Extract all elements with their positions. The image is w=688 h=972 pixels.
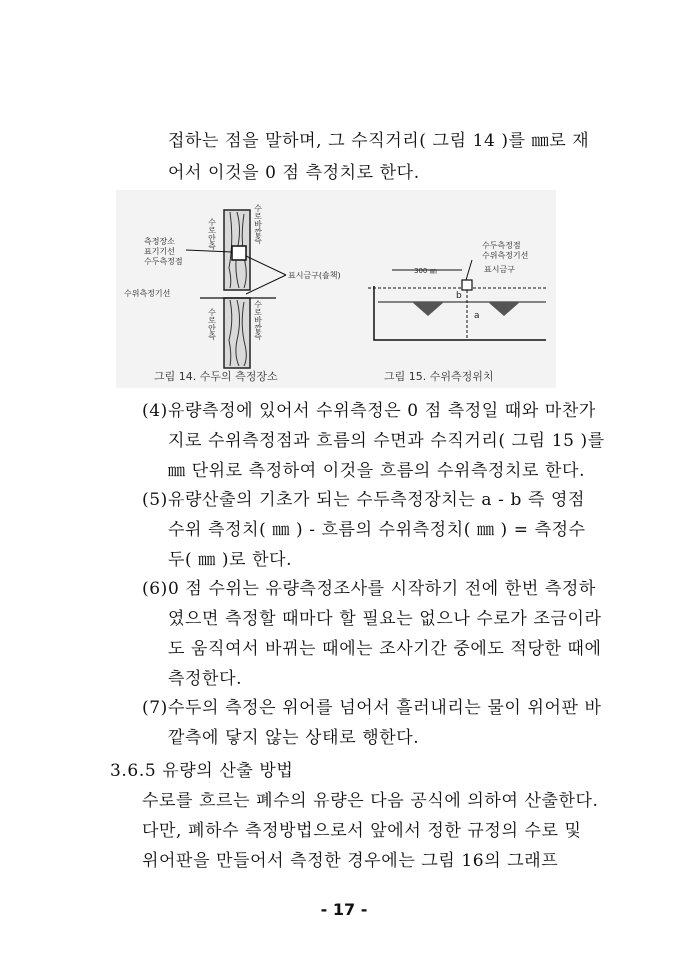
gauge-marker-box [232, 246, 246, 260]
body-text-line: 어서 이것을 0 점 측정치로 한다. [168, 163, 420, 183]
figure-15-caption: 그림 15. 수위측정위치 [384, 370, 494, 383]
section-text-line: 수로를 흐르는 폐수의 유량은 다음 공식에 의하여 산출한다. [142, 791, 599, 811]
figure-panel [116, 190, 556, 388]
gauge-marker-box [462, 280, 472, 290]
page-number: - 17 - [320, 900, 368, 919]
item-text-line: ㎜ 단위로 측정하여 이것을 흐름의 수위측정치로 한다. [168, 461, 586, 481]
item-text-line: 였으면 측정할 때마다 할 필요는 없으나 수로가 조금이라 [168, 609, 602, 629]
fig14-label-level-line: 수위측정기선 [124, 289, 171, 298]
fig15-label-point-1: 수두측정점 [482, 241, 521, 250]
fig14-label-outside-bottom: 수로바깥측 [253, 300, 263, 340]
figure-illustration [116, 190, 556, 388]
fig15-label-gauge: 표시금구 [484, 265, 515, 274]
section-text-line: 위어판을 만들어서 측정한 경우에는 그림 16의 그래프 [142, 851, 559, 871]
fig15-label-point-2: 수위측정기선 [482, 251, 529, 260]
fig14-label-gauge: 표시금구(숄책) [288, 271, 341, 280]
item-text-line: 지로 수위측정점과 흐름의 수면과 수직거리( 그림 15 )를 [168, 431, 605, 451]
item-text-line: 0 점 수위는 유량측정조사를 시작하기 전에 한번 측정하 [168, 579, 596, 599]
item-text-line: 유량측정에 있어서 수위측정은 0 점 측정일 때와 마찬가 [168, 401, 596, 421]
item-number: (4) [142, 401, 168, 421]
item-text-line: 유량산출의 기초가 되는 수두측정장치는 a - b 즉 영점 [168, 490, 586, 510]
item-number: (5) [142, 490, 168, 510]
item-text-line: 두( ㎜ )로 한다. [168, 550, 293, 570]
fig15-label-a: a [474, 311, 480, 321]
item-text-line: 측정한다. [168, 669, 243, 689]
fig14-label-inside-top: 수로안측 [207, 218, 217, 250]
item-text-line: 수위 측정치( ㎜ ) - 흐름의 수위측정치( ㎜ ) = 측정수 [168, 520, 586, 540]
section-text-line: 다만, 폐하수 측정방법으로서 앞에서 정한 규정의 수로 및 [142, 821, 582, 841]
item-text-line: 도 움직여서 바뀌는 때에는 조사기간 중에도 적당한 때에 [168, 639, 602, 659]
fig14-label-outside-top: 수로바깥측 [253, 204, 263, 244]
fig15-label-distance: 300 ㎜ [414, 267, 437, 275]
fig14-label-place-3: 수두측정점 [144, 257, 183, 266]
fig14-label-inside-bottom: 수로안측 [207, 308, 217, 340]
item-number: (6) [142, 579, 168, 599]
body-text-line: 접하는 점을 말하며, 그 수직거리( 그림 14 )를 ㎜로 재 [168, 131, 590, 151]
weir-notch [488, 302, 520, 316]
fig15-label-b: b [456, 291, 462, 301]
item-text-line: 깥측에 닿지 않는 상태로 행한다. [168, 728, 420, 748]
section-heading: 3.6.5 유량의 산출 방법 [110, 761, 294, 781]
fig14-label-place-2: 표기기선 [144, 247, 175, 256]
fig14-label-place-1: 측정장소 [144, 237, 175, 246]
weir-notch [412, 302, 444, 316]
figure-14-caption: 그림 14. 수두의 측정장소 [154, 370, 278, 383]
item-text-line: 수두의 측정은 위어를 넘어서 흘러내리는 물이 위어판 바 [168, 698, 602, 718]
item-number: (7) [142, 698, 168, 718]
